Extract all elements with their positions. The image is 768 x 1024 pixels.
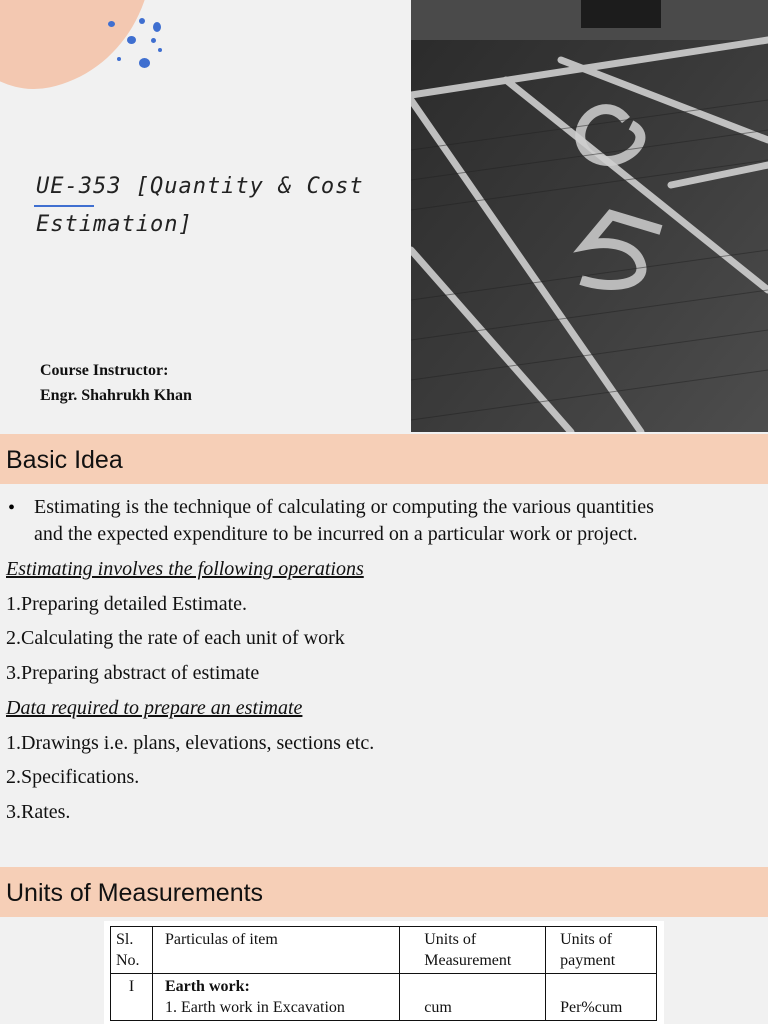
hopscotch-photo (411, 0, 768, 432)
row-item-label: 1. Earth work in Excavation (164, 999, 345, 1016)
decorative-dot (139, 58, 150, 68)
data-required-item: 3.Rates. (6, 801, 71, 823)
decorative-dot (158, 48, 162, 52)
title-accent-line (34, 205, 94, 207)
section-heading-basic-idea: Basic Idea (6, 446, 123, 474)
table-row (111, 974, 657, 1021)
header-cell-sl-no (111, 927, 153, 974)
basic-idea-bullet-line-2: and the expected expenditure to be incurred on a particular work or project. (34, 523, 638, 545)
table-header-row (111, 927, 657, 974)
decorative-dot (108, 21, 115, 27)
instructor-label: Course Instructor: (40, 362, 169, 379)
section-banner-units (0, 867, 768, 917)
decorative-dot (127, 36, 136, 44)
header-cell-measurement (400, 927, 546, 974)
header-cell-payment (546, 927, 657, 974)
units-table (110, 926, 657, 1021)
title-slide (0, 0, 768, 432)
operations-heading: Estimating involves the following operations (6, 558, 364, 580)
section-banner-basic-idea (0, 434, 768, 484)
decorative-blob (0, 0, 179, 106)
row-measurement: cum (424, 999, 452, 1016)
slide-title-line-2: Estimation] (36, 212, 193, 237)
decorative-dot (151, 38, 156, 43)
header-text: Units of (424, 931, 477, 948)
decorative-dot (153, 22, 161, 32)
decorative-dot (117, 57, 121, 61)
instructor-name: Engr. Shahrukh Khan (40, 387, 192, 404)
header-text: payment (560, 952, 616, 969)
header-cell-particulars (152, 927, 399, 974)
data-required-item: 2.Specifications. (6, 766, 140, 788)
operation-item: 1.Preparing detailed Estimate. (6, 593, 248, 615)
data-required-heading: Data required to prepare an estimate (6, 697, 303, 719)
row-group-label: Earth work: (164, 978, 250, 995)
operation-item: 3.Preparing abstract of estimate (6, 662, 260, 684)
slide-title-line-1: UE-353 [Quantity & Cost (36, 174, 364, 199)
header-text: No. (116, 952, 140, 969)
header-text: Units of (560, 931, 613, 948)
row-measurement-cell (400, 974, 546, 1021)
row-number: I (128, 978, 135, 995)
header-text: Measurement (424, 952, 512, 969)
bullet-dot: • (8, 497, 16, 519)
section-heading-units: Units of Measurements (6, 879, 264, 907)
data-required-item: 1.Drawings i.e. plans, elevations, sections etc. (6, 732, 375, 754)
row-payment-cell (546, 974, 657, 1021)
header-text: Sl. (116, 931, 134, 948)
decorative-dot (139, 18, 145, 24)
basic-idea-bullet-line-1: Estimating is the technique of calculating or computing the various quantities (34, 496, 654, 518)
header-text: Particulas of item (164, 931, 278, 948)
row-number-cell (111, 974, 153, 1021)
operation-item: 2.Calculating the rate of each unit of work (6, 627, 345, 649)
row-payment: Per%cum (560, 999, 623, 1016)
row-particulars-cell (152, 974, 399, 1021)
